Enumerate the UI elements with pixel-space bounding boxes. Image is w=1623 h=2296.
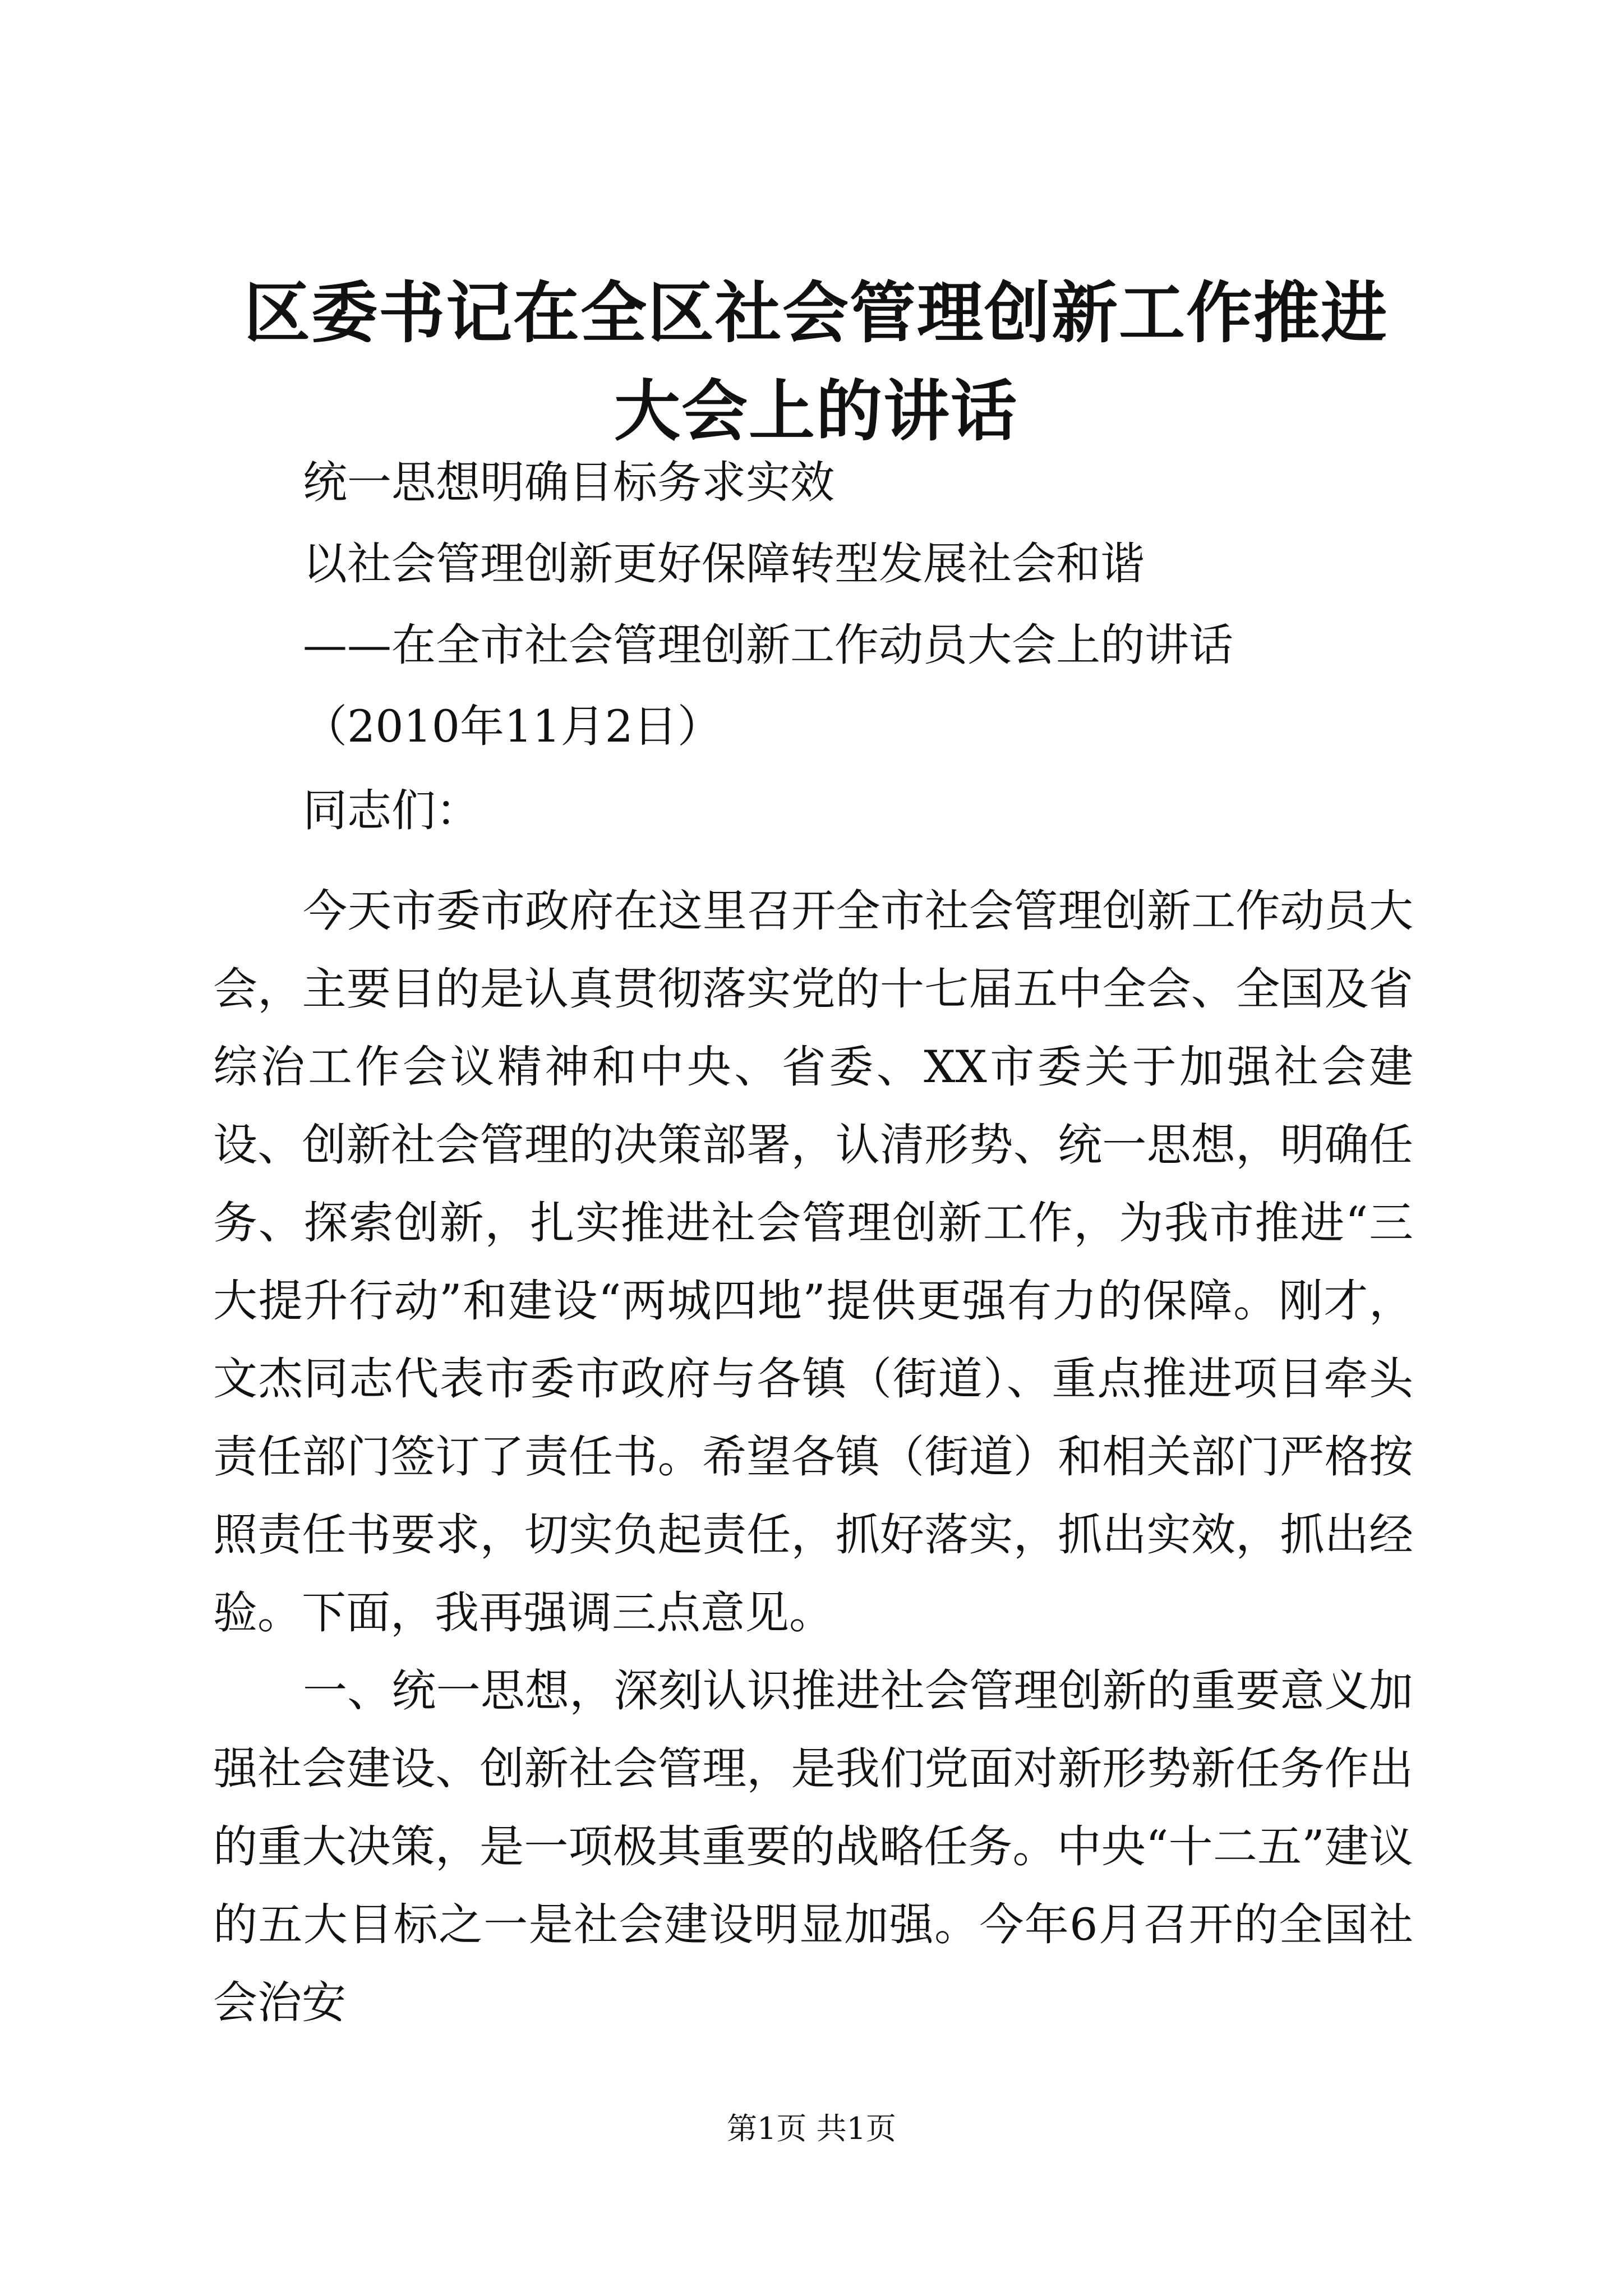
speech-date: （2010年11月2日） [303,701,722,752]
page-footer: 第1页 共1页 [727,2111,896,2146]
subtitle-line-1: 统一思想明确目标务求实效 [303,457,834,508]
speech-body [213,872,1413,2042]
subtitle-line-2: 以社会管理创新更好保障转型发展社会和谐 [303,538,1145,590]
salutation: 同志们： [303,785,480,836]
document-title: 区委书记在全区社会管理创新工作推进大会上的讲话 [243,274,1388,450]
body-paragraph-1: 今天市委市政府在这里召开全市社会管理创新工作动员大会，主要目的是认真贯彻落实党的十七届五中全会、全国及省综治工作会议精神和中央、省委、XX市委关于加强社会建设、创新社会管理的决策部署，认清形势、统一思想，明确任务、探索创新，扎实推进社会管理创新工作，为我市推进“三大提升行动”和建设“两城四地”提供更强有力的保障。刚才，文杰同志代表市委市政府与各镇（街道）、重点推进项目牵头责任部门签订了责任书。希望各镇（街道）和相关部门严格按照责任书要求，切实负起责任，抓好落实，抓出实效，抓出经验。下面，我再强调三点意见。 [213,885,1413,1639]
subtitle-line-3: ——在全市社会管理创新工作动员大会上的讲话 [303,619,1233,671]
body-paragraph-2: 一、统一思想，深刻认识推进社会管理创新的重要意义加强社会建设、创新社会管理，是我们党面对新形势新任务作出的重大决策，是一项极其重要的战略任务。中央“十二五”建议的五大目标之一是社会建设明显加强。今年6月召开的全国社会治安 [213,1665,1413,2028]
